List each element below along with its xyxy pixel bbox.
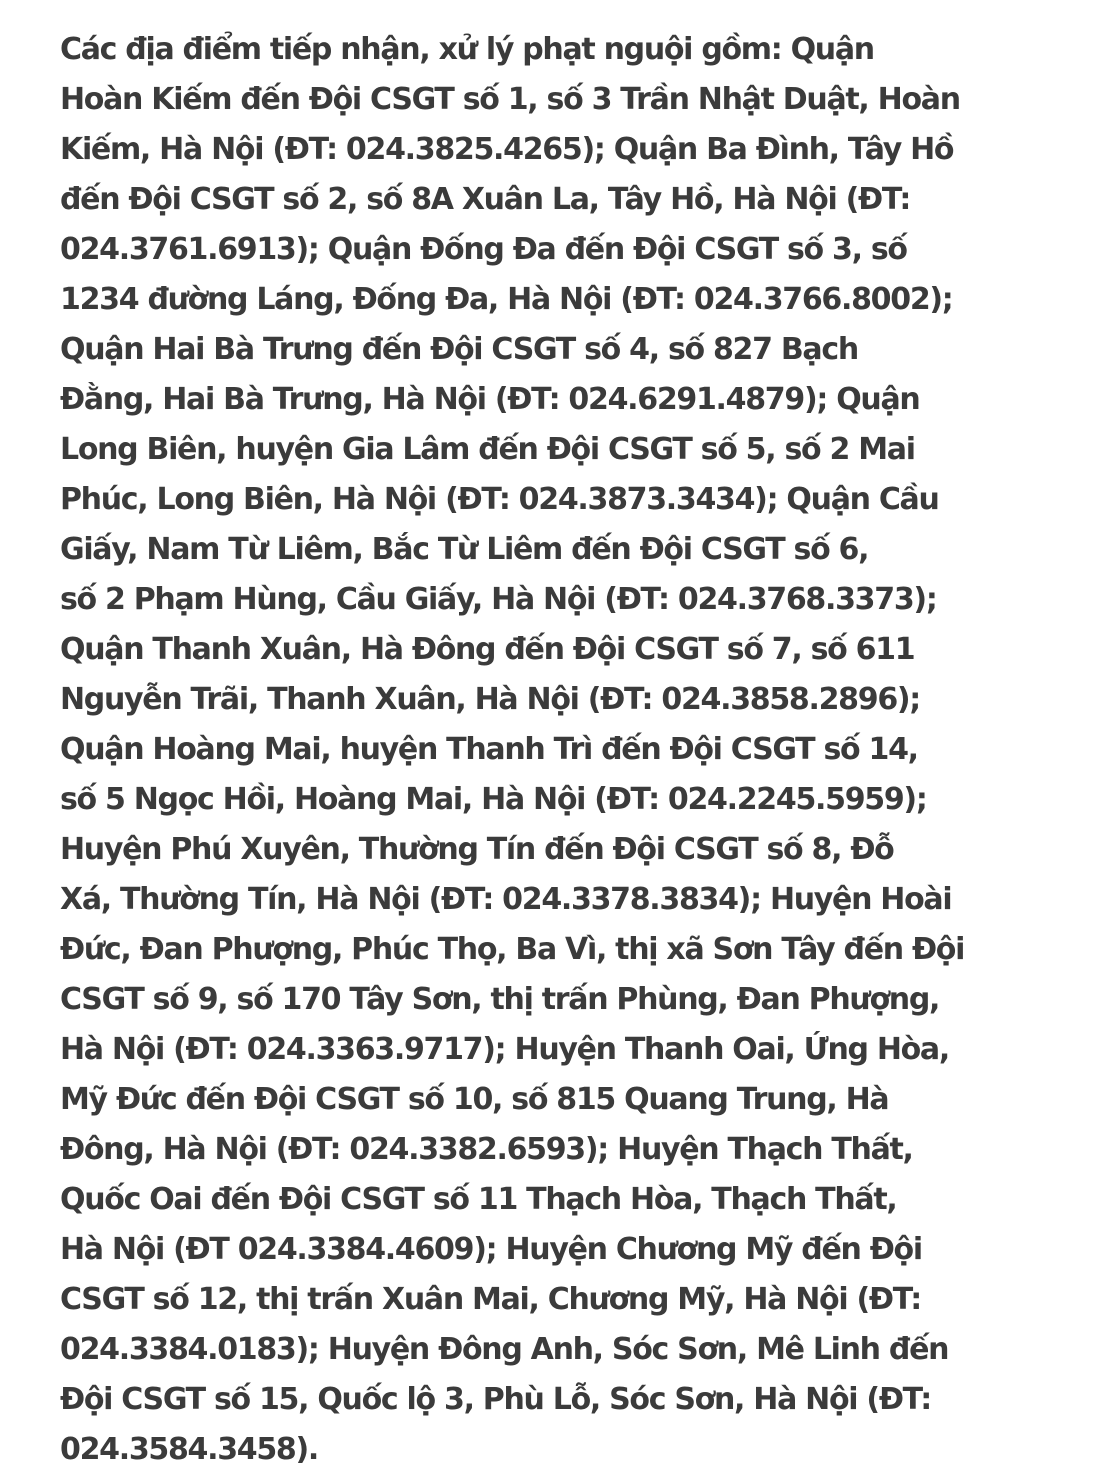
text-line: 024.3384.0183); Huyện Đông Anh, Sóc Sơn, Mê Linh đến bbox=[60, 1332, 949, 1367]
text-line: Quận Thanh Xuân, Hà Đông đến Đội CSGT số 7, số 611 bbox=[60, 632, 915, 667]
text-line: số 2 Phạm Hùng, Cầu Giấy, Hà Nội (ĐT: 024.3768.3373); bbox=[60, 582, 937, 617]
text-line: CSGT số 9, số 170 Tây Sơn, thị trấn Phùng, Đan Phượng, bbox=[60, 982, 940, 1017]
text-line: Xá, Thường Tín, Hà Nội (ĐT: 024.3378.3834); Huyện Hoài bbox=[60, 882, 952, 917]
text-line: Các địa điểm tiếp nhận, xử lý phạt nguội gồm: Quận bbox=[60, 32, 874, 67]
text-line: Quận Hoàng Mai, huyện Thanh Trì đến Đội CSGT số 14, bbox=[60, 732, 918, 767]
text-line: Giấy, Nam Từ Liêm, Bắc Từ Liêm đến Đội CSGT số 6, bbox=[60, 532, 869, 567]
text-line: Đằng, Hai Bà Trưng, Hà Nội (ĐT: 024.6291.4879); Quận bbox=[60, 382, 920, 417]
text-line: Quốc Oai đến Đội CSGT số 11 Thạch Hòa, Thạch Thất, bbox=[60, 1182, 897, 1217]
text-line: Đông, Hà Nội (ĐT: 024.3382.6593); Huyện Thạch Thất, bbox=[60, 1132, 913, 1167]
text-line: 024.3761.6913); Quận Đống Đa đến Đội CSGT số 3, số bbox=[60, 232, 907, 267]
text-line: Quận Hai Bà Trưng đến Đội CSGT số 4, số 827 Bạch bbox=[60, 332, 858, 367]
text-line: Hà Nội (ĐT 024.3384.4609); Huyện Chương Mỹ đến Đội bbox=[60, 1232, 922, 1267]
text-line: Đội CSGT số 15, Quốc lộ 3, Phù Lỗ, Sóc Sơn, Hà Nội (ĐT: bbox=[60, 1382, 931, 1417]
text-line: đến Đội CSGT số 2, số 8A Xuân La, Tây Hồ, Hà Nội (ĐT: bbox=[60, 182, 911, 217]
text-line: Kiếm, Hà Nội (ĐT: 024.3825.4265); Quận Ba Đình, Tây Hồ bbox=[60, 132, 954, 167]
text-line: Đức, Đan Phượng, Phúc Thọ, Ba Vì, thị xã Sơn Tây đến Đội bbox=[60, 932, 965, 967]
text-line: 1234 đường Láng, Đống Đa, Hà Nội (ĐT: 024.3766.8002); bbox=[60, 282, 953, 317]
text-line: Huyện Phú Xuyên, Thường Tín đến Đội CSGT số 8, Đỗ bbox=[60, 832, 894, 867]
text-line: Hoàn Kiếm đến Đội CSGT số 1, số 3 Trần Nhật Duật, Hoàn bbox=[60, 82, 960, 117]
text-line: Hà Nội (ĐT: 024.3363.9717); Huyện Thanh Oai, Ứng Hòa, bbox=[60, 1032, 949, 1067]
text-line: Mỹ Đức đến Đội CSGT số 10, số 815 Quang Trung, Hà bbox=[60, 1082, 889, 1117]
text-line: Long Biên, huyện Gia Lâm đến Đội CSGT số 5, số 2 Mai bbox=[60, 432, 915, 467]
text-line: CSGT số 12, thị trấn Xuân Mai, Chương Mỹ, Hà Nội (ĐT: bbox=[60, 1282, 921, 1317]
text-line: Nguyễn Trãi, Thanh Xuân, Hà Nội (ĐT: 024.3858.2896); bbox=[60, 682, 920, 717]
text-line: 024.3584.3458). bbox=[60, 1432, 319, 1467]
text-line: số 5 Ngọc Hồi, Hoàng Mai, Hà Nội (ĐT: 024.2245.5959); bbox=[60, 782, 927, 817]
text-line: Phúc, Long Biên, Hà Nội (ĐT: 024.3873.3434); Quận Cầu bbox=[60, 482, 939, 517]
article-text bbox=[60, 25, 1060, 1475]
